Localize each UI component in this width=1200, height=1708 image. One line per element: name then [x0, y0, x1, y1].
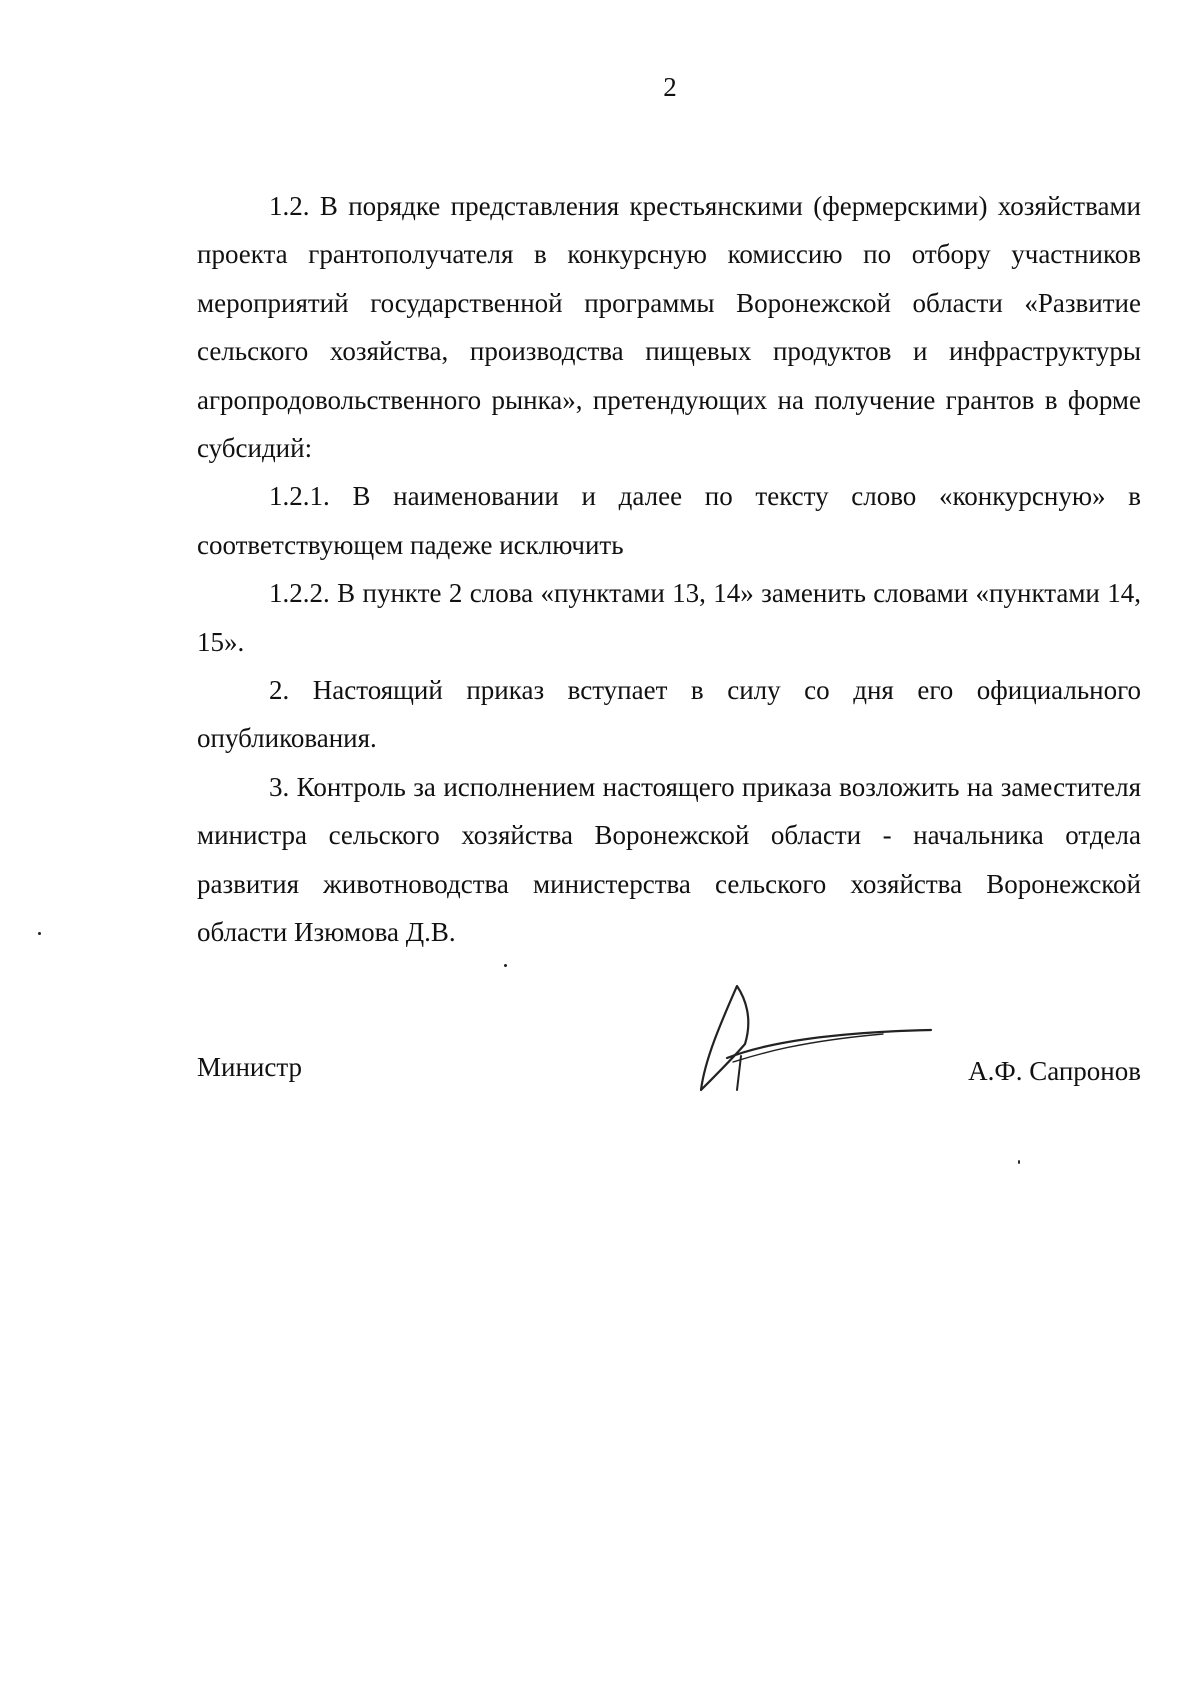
paragraph-1-2-1: 1.2.1. В наименовании и далее по тексту слово «конкурсную» в соответствующем падеже исключить — [197, 481, 1141, 560]
signatory-name: А.Ф. Сапронов — [968, 1056, 1141, 1086]
scan-speck — [38, 932, 41, 935]
document-body — [197, 182, 1141, 957]
paragraph-2: 2. Настоящий приказ вступает в силу со дня его официального опубликования. — [197, 675, 1141, 754]
scan-speck — [504, 964, 507, 967]
scan-speck — [1018, 1160, 1020, 1164]
signature-block — [197, 1040, 1141, 1100]
paragraph-1-2: 1.2. В порядке представления крестьянскими (фермерскими) хозяйствами проекта грантополучателя в конкурсную комиссию по отбору участников мероприятий государственной программы Воронежской области «Развитие сельского хозяйства, производства пищевых продуктов и инфраструктуры агропродовольственного рынка», претендующих на получение грантов в форме субсидий: — [197, 191, 1141, 464]
page-number: 2 — [663, 72, 677, 102]
paragraph-1-2-2: 1.2.2. В пункте 2 слова «пунктами 13, 14» заменить словами «пунктами 14, 15». — [197, 578, 1141, 657]
paragraph-3: 3. Контроль за исполнением настоящего приказа возложить на заместителя министра сельского хозяйства Воронежской области - начальника отдела развития животноводства министерства сельского хозяйства Воронежской области Изюмова Д.В. — [197, 771, 1141, 948]
signatory-position: Министр — [197, 1052, 302, 1082]
